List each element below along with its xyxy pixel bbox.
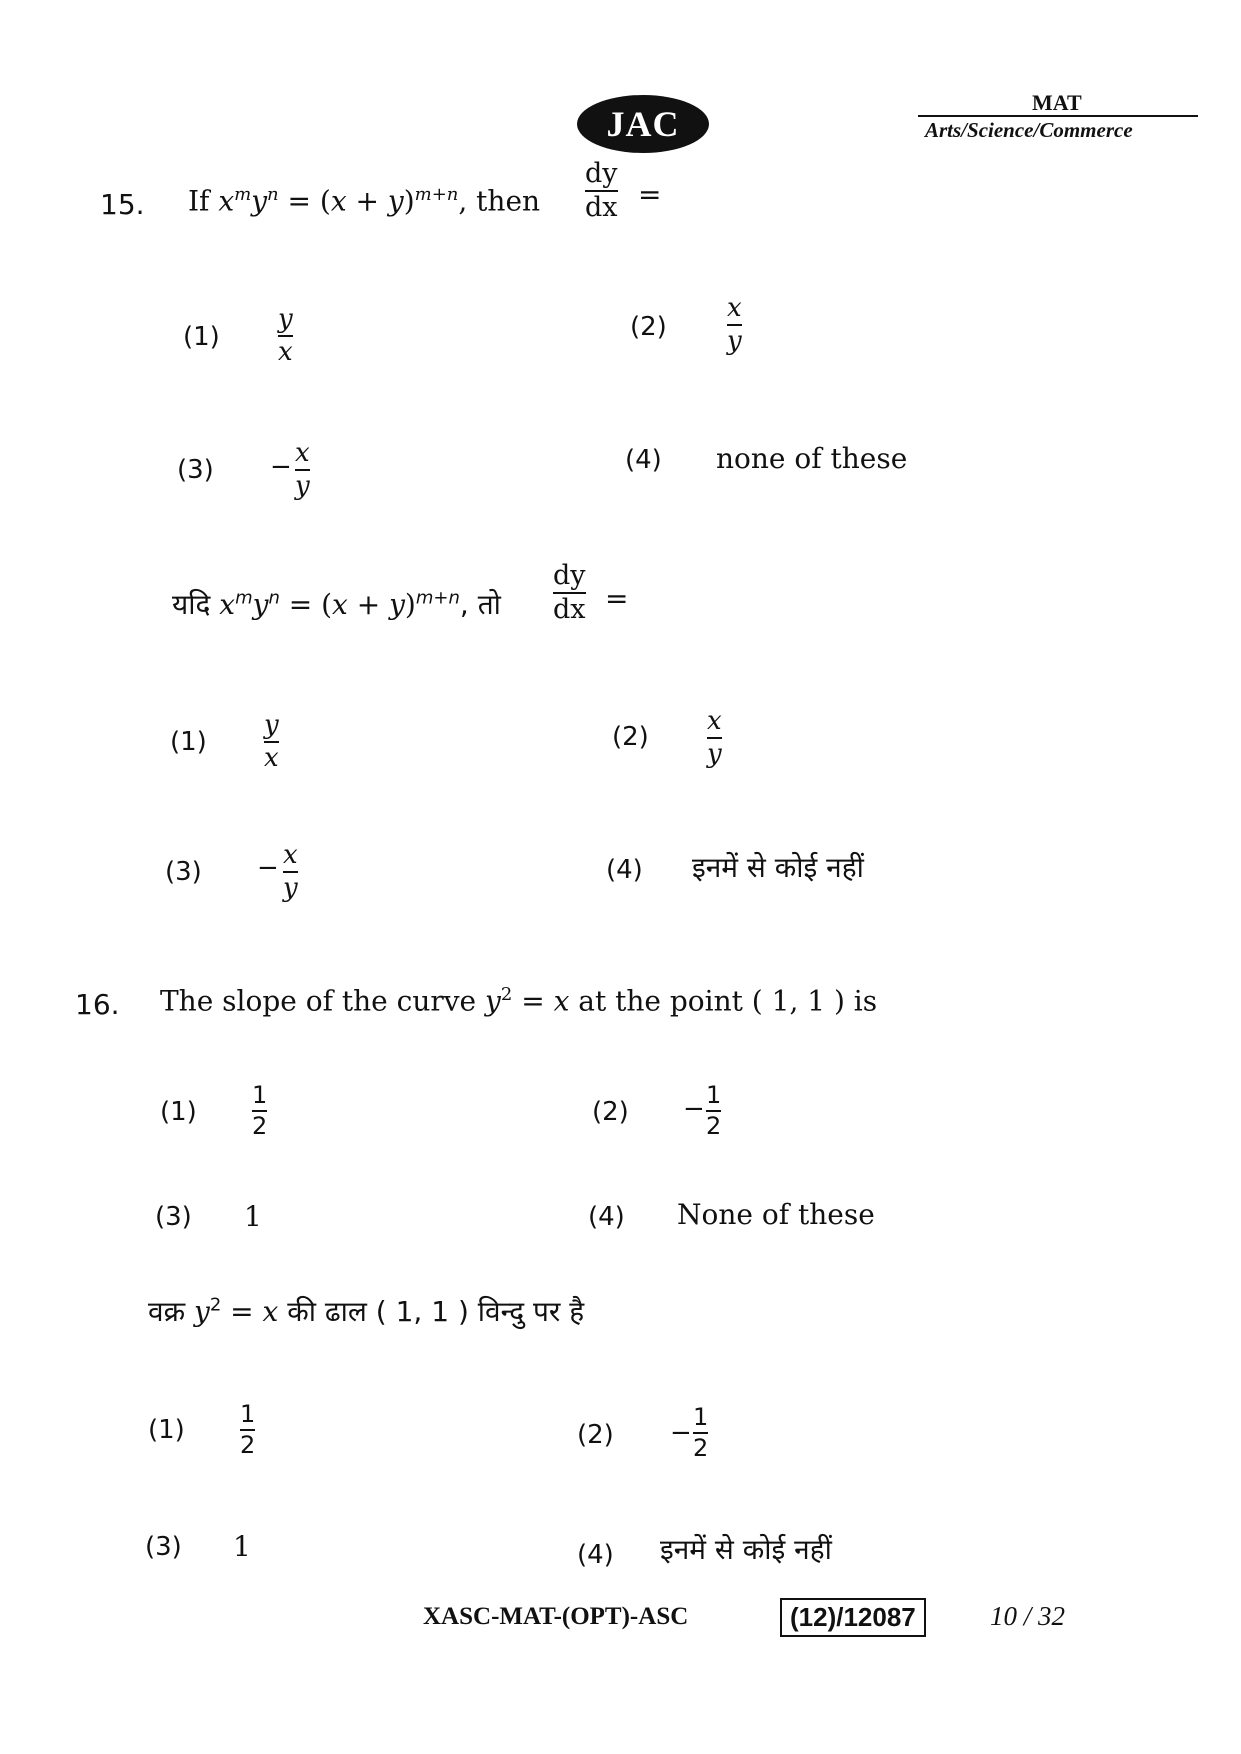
option-fraction: x y: [295, 438, 310, 502]
option-label: (4): [625, 445, 662, 475]
option-text: none of these: [716, 442, 908, 475]
option-label: (1): [148, 1415, 185, 1445]
page-number: 10 / 32: [990, 1601, 1066, 1631]
negative-sign: −: [670, 1418, 692, 1448]
option-label: (2): [612, 722, 649, 752]
option-label: (3): [155, 1202, 192, 1232]
paper-code: XASC-MAT-(OPT)-ASC: [423, 1603, 689, 1630]
option-text: 1: [244, 1200, 262, 1233]
option-fraction: 1 2: [252, 1081, 268, 1141]
question-number: 16.: [75, 988, 120, 1021]
option-fraction: y x: [278, 304, 293, 368]
question-16-hindi: वक्र $y^2 = x$ की ढाल ( 1, 1 ) विन्दु पर है: [148, 1294, 585, 1328]
subject-label: MAT: [1032, 90, 1082, 115]
paper-number-box: (12)/12087: [780, 1598, 926, 1637]
jac-logo: JAC: [577, 95, 709, 153]
question-15-hindi: यदि $x^my^n = (x + y)^{m+n}$, तो: [172, 587, 501, 621]
option-fraction: y x: [264, 710, 279, 774]
option-label: (3): [177, 455, 214, 485]
option-text: इनमें से कोई नहीं: [660, 1533, 832, 1566]
option-label: (4): [588, 1202, 625, 1232]
dy-dx-fraction: dy dx: [585, 158, 618, 224]
option-text: 1: [233, 1530, 251, 1563]
option-text: इनमें से कोई नहीं: [692, 851, 864, 884]
option-fraction: x y: [727, 293, 742, 357]
option-label: (1): [170, 727, 207, 757]
option-label: (1): [183, 322, 220, 352]
option-label: (2): [592, 1097, 629, 1127]
question-15-text: If $x^my^n = (x + y)^{m+n}$, then: [188, 184, 541, 218]
option-label: (3): [145, 1532, 182, 1562]
negative-sign: −: [270, 452, 292, 482]
option-label: (4): [606, 855, 643, 885]
option-label: (1): [160, 1097, 197, 1127]
negative-sign: −: [257, 853, 279, 883]
question-16-text: The slope of the curve $y^2 = x$ at the point ( 1, 1 ) is: [160, 984, 878, 1018]
option-fraction: 1 2: [693, 1403, 709, 1463]
equals-sign: =: [605, 582, 629, 615]
question-number: 15.: [100, 188, 145, 221]
equals-sign: =: [638, 178, 662, 211]
option-label: (2): [630, 312, 667, 342]
option-fraction: 1 2: [240, 1400, 256, 1460]
option-label: (2): [577, 1420, 614, 1450]
dy-dx-fraction: dy dx: [553, 560, 586, 626]
stream-label: Arts/Science/Commerce: [925, 118, 1133, 142]
option-fraction: 1 2: [706, 1081, 722, 1141]
option-label: (4): [577, 1540, 614, 1570]
option-fraction: x y: [283, 840, 298, 904]
option-fraction: x y: [707, 706, 722, 770]
option-text: None of these: [677, 1198, 875, 1231]
header-divider: [918, 115, 1198, 117]
negative-sign: −: [683, 1094, 705, 1124]
option-label: (3): [165, 857, 202, 887]
